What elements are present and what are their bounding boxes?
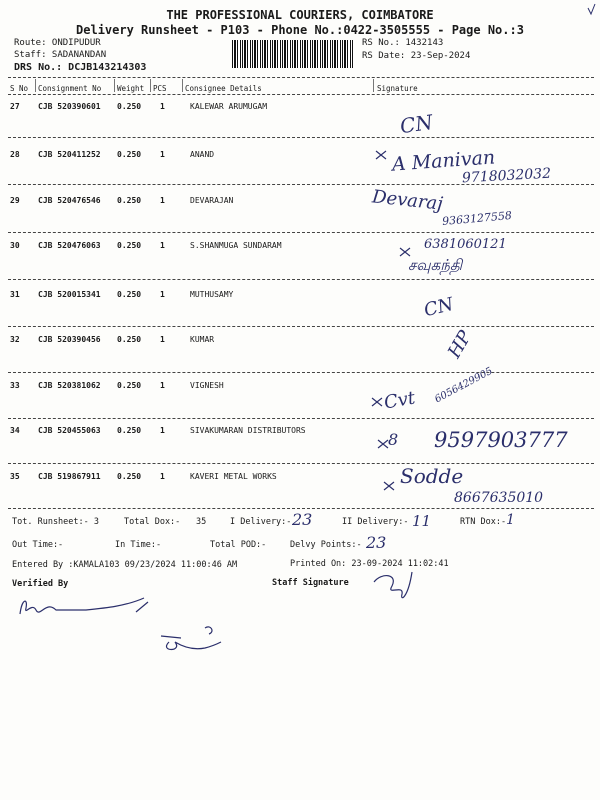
row-divider (8, 137, 594, 138)
col-weight: Weight (117, 84, 145, 93)
verified-by-signature (16, 592, 156, 622)
in-time-label: In Time:- (115, 540, 162, 550)
row-sno: 33 (10, 381, 20, 390)
signature-30: சவுகந்தி (408, 256, 463, 274)
row-pcs: 1 (160, 290, 165, 299)
col-signature: Signature (377, 84, 418, 93)
rs-number: RS No.: 1432143 (362, 38, 444, 48)
phone-34: 9597903777 (434, 428, 568, 452)
row-weight: 0.250 (117, 196, 142, 205)
staff-label: Staff: SADANANDAN (14, 50, 107, 60)
row-divider (8, 184, 594, 185)
signature-35: Sodde (400, 464, 464, 488)
row-consignment: CJB 520476063 (38, 241, 101, 250)
row-sno: 27 (10, 102, 20, 111)
row-consignee: VIGNESH (190, 381, 224, 390)
verified-by-label: Verified By (12, 579, 69, 589)
staff-signature-label: Staff Signature (272, 578, 349, 588)
row-pcs: 1 (160, 196, 165, 205)
runsheet-subtitle: Delivery Runsheet - P103 - Phone No.:0422-3505555 - Page No.:3 (76, 23, 524, 37)
signature-28: A Manivan (391, 146, 496, 176)
row-divider (8, 463, 594, 464)
signature-27: CN (398, 109, 435, 139)
table-bottom-rule (8, 508, 594, 509)
signature-29: Devaraj (371, 186, 444, 215)
cross-mark-icon (368, 392, 388, 412)
signature-33: Cvt (382, 387, 417, 414)
row-sno: 34 (10, 426, 20, 435)
phone-33: 6056429905 (433, 365, 495, 406)
row-consignment: CJB 520476546 (38, 196, 101, 205)
row-consignment: CJB 520015341 (38, 290, 101, 299)
tot-runsheet: Tot. Runsheet:- 3 (12, 517, 99, 527)
rtn-dox-handwritten: 1 (506, 512, 515, 528)
row-pcs: 1 (160, 381, 165, 390)
i-delivery-handwritten: 23 (292, 510, 313, 529)
row-sno: 35 (10, 472, 20, 481)
row-divider (8, 326, 594, 327)
company-title: THE PROFESSIONAL COURIERS, COIMBATORE (166, 8, 434, 22)
row-divider (8, 279, 594, 280)
row-consignee: SIVAKUMARAN DISTRIBUTORS (190, 426, 306, 435)
row-consignment: CJB 520411252 (38, 150, 101, 159)
ii-delivery-label: II Delivery:- (342, 517, 409, 527)
staff-signature (368, 568, 418, 608)
printed-on: Printed On: 23-09-2024 11:02:41 (290, 559, 449, 569)
row-pcs: 1 (160, 241, 165, 250)
col-consignee: Consignee Details (185, 84, 262, 93)
corner-mark-icon (570, 0, 600, 30)
row-sno: 29 (10, 196, 20, 205)
phone-35: 8667635010 (454, 490, 544, 506)
col-sno: S No (10, 84, 29, 93)
row-sno: 28 (10, 150, 20, 159)
row-consignee: S.SHANMUGA SUNDARAM (190, 241, 282, 250)
row-weight: 0.250 (117, 426, 142, 435)
row-pcs: 1 (160, 150, 165, 159)
signature-31: CN (421, 293, 456, 322)
delvy-points-label: Delvy Points:- (290, 540, 362, 550)
row-weight: 0.250 (117, 381, 142, 390)
route-label: Route: ONDIPUDUR (14, 38, 101, 48)
row-consignment: CJB 520381062 (38, 381, 101, 390)
phone-30: 6381060121 (424, 237, 507, 252)
row-pcs: 1 (160, 102, 165, 111)
row-consignment: CJB 520455063 (38, 426, 101, 435)
entered-by: Entered By :KAMALA103 09/23/2024 11:00:46 AM (12, 560, 238, 570)
supervisor-signature (155, 622, 225, 662)
header-top-rule (8, 77, 594, 78)
header-bottom-rule (8, 94, 594, 95)
row-consignee: KALEWAR ARUMUGAM (190, 102, 268, 111)
row-weight: 0.250 (117, 290, 142, 299)
cross-mark-icon (380, 476, 400, 496)
row-divider (8, 232, 594, 233)
rtn-dox-label: RTN Dox:- (460, 517, 507, 527)
row-sno: 30 (10, 241, 20, 250)
cross-mark-icon (374, 434, 394, 454)
row-weight: 0.250 (117, 335, 142, 344)
total-pod-label: Total POD:- (210, 540, 267, 550)
row-weight: 0.250 (117, 150, 142, 159)
row-consignee: KUMAR (190, 335, 215, 344)
row-pcs: 1 (160, 335, 165, 344)
col-pcs: PCS (153, 84, 167, 93)
total-dox-label: Total Dox:- (124, 517, 181, 527)
row-consignee: KAVERI METAL WORKS (190, 472, 277, 481)
total-dox-value: 35 (196, 517, 207, 527)
row-consignee: DEVARAJAN (190, 196, 234, 205)
barcode (232, 40, 354, 68)
signature-32: HP (443, 327, 476, 362)
row-weight: 0.250 (117, 241, 142, 250)
row-sno: 31 (10, 290, 20, 299)
row-weight: 0.250 (117, 472, 142, 481)
cross-mark-icon (372, 145, 392, 165)
row-sno: 32 (10, 335, 20, 344)
ii-delivery-handwritten: 11 (412, 512, 432, 530)
phone-29: 9363127558 (441, 208, 513, 229)
rs-date: RS Date: 23-Sep-2024 (362, 51, 471, 61)
i-delivery-label: I Delivery:- (230, 517, 292, 527)
row-consignment: CJB 520390456 (38, 335, 101, 344)
col-consignment: Consignment No (38, 84, 102, 93)
signature-34: 8 (388, 430, 399, 449)
row-divider (8, 372, 594, 373)
row-pcs: 1 (160, 472, 165, 481)
delvy-points-handwritten: 23 (366, 533, 387, 552)
row-divider (8, 418, 594, 419)
row-consignment: CJB 519867911 (38, 472, 101, 481)
row-consignee: ANAND (190, 150, 215, 159)
drs-number: DRS No.: DCJB143214303 (14, 62, 147, 73)
row-pcs: 1 (160, 426, 165, 435)
row-consignment: CJB 520390601 (38, 102, 101, 111)
out-time-label: Out Time:- (12, 540, 64, 550)
cross-mark-icon (396, 242, 416, 262)
row-consignee: MUTHUSAMY (190, 290, 234, 299)
row-weight: 0.250 (117, 102, 142, 111)
phone-28: 9718032032 (461, 165, 552, 187)
